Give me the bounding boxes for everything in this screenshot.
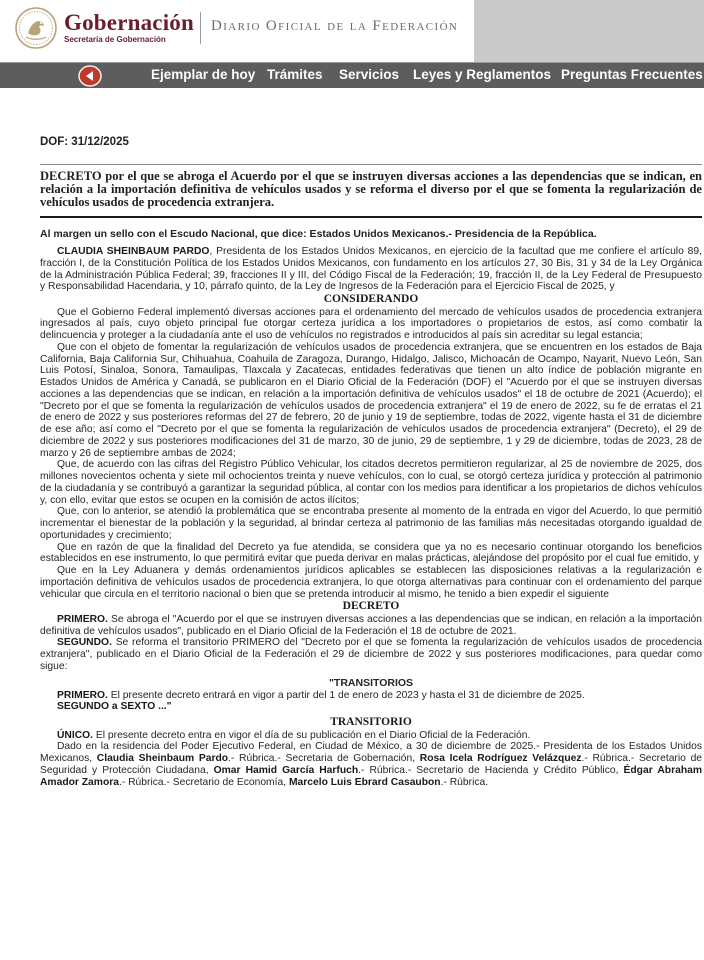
article-label: ÚNICO. <box>57 729 94 741</box>
main-nav <box>0 62 704 88</box>
considerando-paragraph: Que con el objeto de fomentar la regularización de vehículos usados de procedencia extranjera, que se encuentren en los estados de Baja California, Baja California Sur, Chihuahua, Coahuila de Zaragoza, Durango, Hidalgo, Jalisco, Michoacán de Ocampo, Nayarit, Nuevo León, San Luis Potosí, Sinaloa, Sonora, Tamaulipas, Tlaxcala y Zacatecas, entidades federativas que tienen un alto índice de población migrante en Estados Unidos de América y Canadá, se publicaron en el Diario Oficial de la Federación (DOF) el "Acuerdo por el que se instruyen diversas acciones a las dependencias que se indican, en relación a la importación definitiva de vehículos usados" el 18 de octubre de 2021 (Acuerdo); el "Decreto por el que se fomenta la regularización de vehículos usados de procedencia extranjera" el 19 de enero de 2022, su fe de erratas el 21 de enero de 2022 y sus posteriores reformas del 27 de febrero, 20 de junio y 19 de septiembre, todas de 2022, vigente hasta el 31 de diciembre de ese año; así como el "Decreto por el que se fomenta la regularización de vehículos usados de procedencia extranjera" (Decreto), el 29 de diciembre de 2022 y sus posteriores modificaciones del 31 de marzo, 30 de junio, 29 de septiembre, 1 y 29 de diciembre, todas de 2023, 28 de marzo y 26 de septiembre ambas de 2024; <box>40 341 702 459</box>
decreto-heading: DECRETO <box>342 600 400 613</box>
signatory-name: Claudia Sheinbaum Pardo <box>96 753 229 764</box>
president-name: CLAUDIA SHEINBAUM PARDO <box>57 246 210 257</box>
title-rule-bottom <box>40 216 702 218</box>
article-unico <box>40 730 702 742</box>
considerando-paragraph: Que en la Ley Aduanera y demás ordenamientos jurídicos aplicables se establecen las disposiciones relativas a la regularización e importación definitiva de vehículos usados de procedencia extranjera, lo que otorga alternativas para continuar con el ordenamiento del parque vehicular que circula en el territorio nacional o bien que se pretenda introducir al mismo, he tenido a bien expedir el siguiente <box>40 565 702 600</box>
national-seal-icon <box>14 6 58 50</box>
article-label: PRIMERO. <box>57 689 108 701</box>
considerando-paragraph: Que en razón de que la finalidad del Decreto ya fue atendida, se considera que ya no es necesario continuar otorgando los beneficios establecidos en ese instrumento, lo que permitirá evitar que pueda derivar en malas prácticas, alejándose del propósito por el cual fue emitido, y <box>40 541 702 565</box>
article-label: SEGUNDO a SEXTO ..." <box>57 701 172 713</box>
nav-item-ejemplar-de-hoy[interactable]: Ejemplar de hoy <box>151 67 256 82</box>
header-divider <box>200 12 201 44</box>
article-label: SEGUNDO. <box>57 637 112 649</box>
nav-item-preguntas-frecuentes[interactable]: Preguntas Frecuentes <box>561 67 703 82</box>
article-segundo <box>40 637 702 672</box>
quoted-primero <box>40 690 702 702</box>
transitorio-heading: TRANSITORIO <box>330 716 412 728</box>
signature-text: .- Rúbrica. <box>440 776 489 788</box>
title-rule-top <box>40 164 702 165</box>
article-text: Se abroga el "Acuerdo por el que se instruyen diversas acciones a las dependencias que se indican, en relación a la importación definitiva de vehículos usados", publicado en el Diario Oficial de la Federación el 18 de octubre de 2021. <box>40 613 702 637</box>
back-arrow-icon[interactable] <box>78 65 102 87</box>
quoted-segundo-a-sexto <box>40 701 702 713</box>
article-primero <box>40 614 702 638</box>
dof-date: DOF: 31/12/2025 <box>40 136 129 148</box>
signatory-name: Rosa Icela Rodríguez Velázquez <box>419 753 582 764</box>
considerando-paragraph: Que el Gobierno Federal implementó diversas acciones para el ordenamiento del mercado de vehículos usados de procedencia extranjera ingresados al país, cuyo objeto principal fue otorgar certeza jurídica a los importadores o propietarios de estos, así como combatir la delincuencia y proteger a la ciudadanía ante el uso de vehículos no registrados e introducidos al país sin acreditar su legal estancia; <box>40 306 702 341</box>
signature-text: .- Rúbrica.- Secretario de Economía, <box>118 776 289 788</box>
signatory-name: Omar Hamid García Harfuch <box>213 764 359 776</box>
margin-note: Al margen un sello con el Escudo Nacional, que dice: Estados Unidos Mexicanos.- Presidencia de la República. <box>40 228 597 240</box>
article-text: El presente decreto entrará en vigor a partir del 1 de enero de 2023 y hasta el 31 de diciembre de 2025. <box>107 689 585 701</box>
article-label: PRIMERO. <box>57 613 108 625</box>
article-text: Se reforma el transitorio PRIMERO del "Decreto por el que se fomenta la regularización de vehículos usados de procedencia extranjera", publicado en el Diario Oficial de la Federación el 29 de diciembre de 2022 y sus posteriores modificaciones, para quedar como sigue: <box>40 637 702 672</box>
considerando-paragraph: Que, de acuerdo con las cifras del Registro Público Vehicular, los citados decretos permitieron regularizar, al 25 de noviembre de 2025, dos millones novecientos ochenta y siete mil ochocientos treinta y nueve vehículos, con lo cual, se otorgó certeza jurídica y protección al patrimonio de la ciudadanía y se contribuyó a garantizar la seguridad pública, al contar con los medios para identificar a los propietarios de dichos vehículos y, con ello, evitar que estos se ocupen en la comisión de actos ilícitos; <box>40 459 702 506</box>
site-header <box>0 0 704 62</box>
signatory-name: Marcelo Luis Ebrard Casaubon <box>288 776 441 788</box>
brand-block[interactable] <box>64 12 194 45</box>
signature-text: .- Rúbrica.- Secretario de Hacienda y Crédito Público, <box>358 764 624 776</box>
decree-title: DECRETO por el que se abroga el Acuerdo por el que se instruyen diversas acciones a las dependencias que se indican, en relación a la importación definitiva de vehículos usados y se reforma el diverso por el que se fomenta la regularización de vehículos usados de procedencia extranjera. <box>40 169 702 209</box>
document-body <box>40 246 702 788</box>
nav-item-servicios[interactable]: Servicios <box>339 67 400 82</box>
brand-title[interactable]: Gobernación <box>64 10 194 35</box>
intro-paragraph <box>40 246 702 293</box>
signature-paragraph <box>40 741 702 788</box>
article-text: El presente decreto entra en vigor el día de su publicación en el Diario Oficial de la Federación. <box>93 729 531 741</box>
signature-text: Dado en la residencia del Poder Ejecutivo Federal, en Ciudad de México, a 30 de diciembre de 2025.- Presidenta de los Estados Unidos Mexicanos, <box>40 741 702 764</box>
signature-text: .- Rúbrica.- Secretario de Seguridad y Protección Ciudadana, <box>40 753 703 776</box>
signatory-name: Édgar Abraham Amador Zamora <box>40 764 703 788</box>
nav-item-tramites[interactable]: Trámites <box>267 67 323 82</box>
considerando-heading: CONSIDERANDO <box>323 293 419 305</box>
signature-text: .- Rúbrica.- Secretaria de Gobernación, <box>228 753 420 764</box>
nav-item-leyes-y-reglamentos[interactable]: Leyes y Reglamentos <box>413 67 552 82</box>
site-title[interactable]: Diario Oficial de la Federación <box>211 18 459 34</box>
quoted-transitorios-heading: "TRANSITORIOS <box>328 676 414 689</box>
considerando-paragraph: Que, con lo anterior, se atendió la problemática que se encontraba presente al momento de la entrada en vigor del Acuerdo, lo que permitió incrementar el bienestar de la población y la seguridad, al brindar certeza al patrimonio de las familias más necesitadas otorgando igualdad de oportunidades y crecimiento; <box>40 506 702 541</box>
intro-text: , Presidenta de los Estados Unidos Mexicanos, en ejercicio de la facultad que me confiere el artículo 89, fracción I, de la Constitución Política de los Estados Unidos Mexicanos, con fundamento en los artículos 27, 30 Bis, 31 y 34 de la Ley Orgánica de la Administración Pública Federal; 39, fracciones II y III, del Código Fiscal de la Federación; 19, fracción II, de la Ley Federal de Presupuesto y Responsabilidad Hacendaria, y 10, párrafo quinto, de la Ley de Ingresos de la Federación para el Ejercicio Fiscal de 2025, y <box>40 246 702 293</box>
header-banner <box>474 0 704 62</box>
brand-subtitle: Secretaría de Gobernación <box>64 35 166 44</box>
